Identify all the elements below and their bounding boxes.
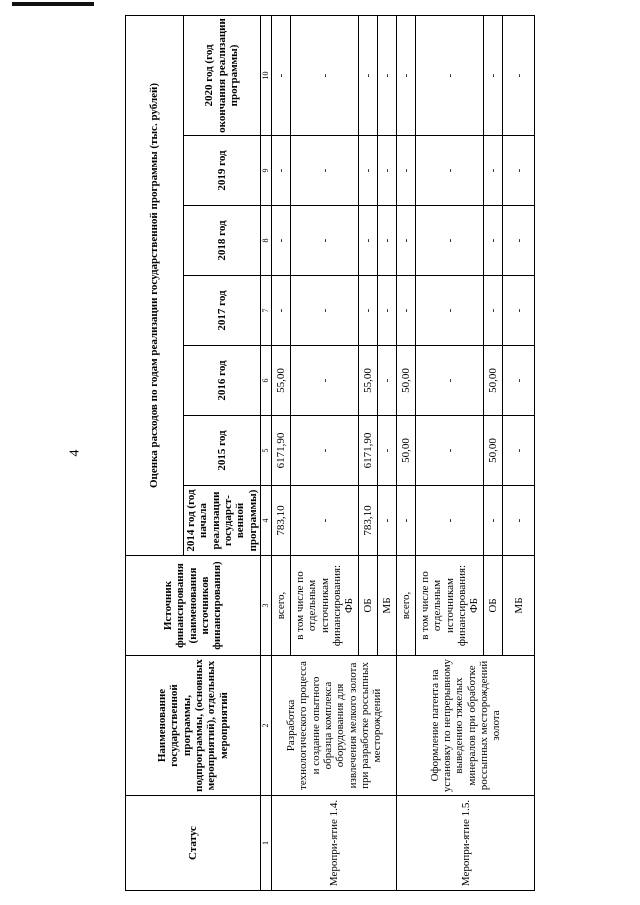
- value-cell: 783,10: [359, 486, 378, 556]
- value-cell: -: [272, 15, 291, 135]
- column-number: 5: [260, 416, 272, 486]
- value-cell: -: [359, 15, 378, 135]
- financing-source: МБ: [378, 556, 397, 656]
- value-cell: -: [503, 136, 535, 206]
- header-estimate-group: Оценка расходов по годам реализации государственной программы (тыс. рублей): [126, 15, 184, 555]
- value-cell: -: [484, 276, 503, 346]
- table-row: [272, 15, 291, 890]
- rotated-table-content: [125, 16, 535, 891]
- header-financing-source: Источник финансирования (наименования источников финансирования): [126, 556, 261, 656]
- value-cell: -: [397, 136, 416, 206]
- value-cell: -: [503, 346, 535, 416]
- value-cell: -: [291, 15, 359, 135]
- value-cell: 783,10: [272, 486, 291, 556]
- rotated-table-frame: [125, 16, 535, 891]
- column-number: 2: [260, 656, 272, 796]
- value-cell: -: [378, 15, 397, 135]
- value-cell: -: [484, 136, 503, 206]
- value-cell: -: [484, 15, 503, 135]
- value-cell: -: [291, 276, 359, 346]
- column-number-row: [260, 15, 272, 890]
- value-cell: -: [378, 416, 397, 486]
- value-cell: -: [397, 276, 416, 346]
- column-number: 7: [260, 276, 272, 346]
- value-cell: -: [291, 136, 359, 206]
- column-number: 1: [260, 796, 272, 891]
- value-cell: -: [378, 206, 397, 276]
- value-cell: -: [378, 346, 397, 416]
- value-cell: -: [416, 15, 484, 135]
- header-year-2016: 2016 год: [184, 346, 261, 416]
- value-cell: -: [291, 346, 359, 416]
- header-program-name: Наименование государственной программы, подпрограммы, (основных мероприятий), отдельных мероприятий: [126, 656, 261, 796]
- value-cell: -: [397, 486, 416, 556]
- value-cell: -: [397, 15, 416, 135]
- value-cell: -: [503, 276, 535, 346]
- value-cell: -: [416, 346, 484, 416]
- value-cell: 50,00: [484, 346, 503, 416]
- value-cell: 50,00: [397, 416, 416, 486]
- expenditure-table: [125, 15, 535, 891]
- value-cell: -: [416, 206, 484, 276]
- financing-source: всего,: [272, 556, 291, 656]
- measure-name: Оформление патента на установку по непрерывному выведению тяжелых минералов при обработке россыпных месторождений золота: [397, 656, 535, 796]
- value-cell: -: [416, 416, 484, 486]
- value-cell: 55,00: [359, 346, 378, 416]
- column-number: 9: [260, 136, 272, 206]
- column-number: 4: [260, 486, 272, 556]
- financing-source: всего,: [397, 556, 416, 656]
- header-year-2019: 2019 год: [184, 136, 261, 206]
- measure-status: Меропри-ятие 1.4.: [272, 796, 397, 891]
- column-number: 8: [260, 206, 272, 276]
- value-cell: -: [378, 276, 397, 346]
- header-year-2014: 2014 год (год начала реализации государст-венной программы): [184, 486, 261, 556]
- header-year-2015: 2015 год: [184, 416, 261, 486]
- value-cell: -: [359, 206, 378, 276]
- financing-source: в том числе по отдельным источникам финансирования: ФБ: [291, 556, 359, 656]
- value-cell: -: [291, 486, 359, 556]
- value-cell: -: [503, 486, 535, 556]
- value-cell: 50,00: [484, 416, 503, 486]
- value-cell: -: [397, 206, 416, 276]
- value-cell: -: [291, 206, 359, 276]
- measure-name: Разработка технологического процесса и создание опытного образца комплекса оборудования для извлечения мелкого золота при разработке россыпных месторождений: [272, 656, 397, 796]
- value-cell: -: [378, 136, 397, 206]
- value-cell: 50,00: [397, 346, 416, 416]
- value-cell: -: [272, 136, 291, 206]
- value-cell: -: [272, 206, 291, 276]
- value-cell: -: [272, 276, 291, 346]
- header-year-2018: 2018 год: [184, 206, 261, 276]
- header-year-2020: 2020 год (год окончания реализации программы): [184, 15, 261, 135]
- column-number: 6: [260, 346, 272, 416]
- financing-source: МБ: [503, 556, 535, 656]
- value-cell: -: [416, 276, 484, 346]
- value-cell: -: [416, 136, 484, 206]
- value-cell: 6171,90: [359, 416, 378, 486]
- value-cell: 55,00: [272, 346, 291, 416]
- financing-source: в том числе по отдельным источникам финансирования: ФБ: [416, 556, 484, 656]
- value-cell: -: [503, 206, 535, 276]
- value-cell: -: [378, 486, 397, 556]
- value-cell: 6171,90: [272, 416, 291, 486]
- financing-source: ОБ: [359, 556, 378, 656]
- column-number: 10: [260, 15, 272, 135]
- value-cell: -: [484, 206, 503, 276]
- financing-source: ОБ: [484, 556, 503, 656]
- header-status: Статус: [126, 796, 261, 891]
- value-cell: -: [416, 486, 484, 556]
- table-row: [397, 15, 416, 890]
- scan-edge-mark: [12, 2, 94, 6]
- value-cell: -: [503, 416, 535, 486]
- value-cell: -: [484, 486, 503, 556]
- value-cell: -: [291, 416, 359, 486]
- header-year-2017: 2017 год: [184, 276, 261, 346]
- value-cell: -: [359, 276, 378, 346]
- value-cell: -: [503, 15, 535, 135]
- page-number: 4: [67, 449, 83, 457]
- column-number: 3: [260, 556, 272, 656]
- measure-status: Меропри-ятие 1.5.: [397, 796, 535, 891]
- value-cell: -: [359, 136, 378, 206]
